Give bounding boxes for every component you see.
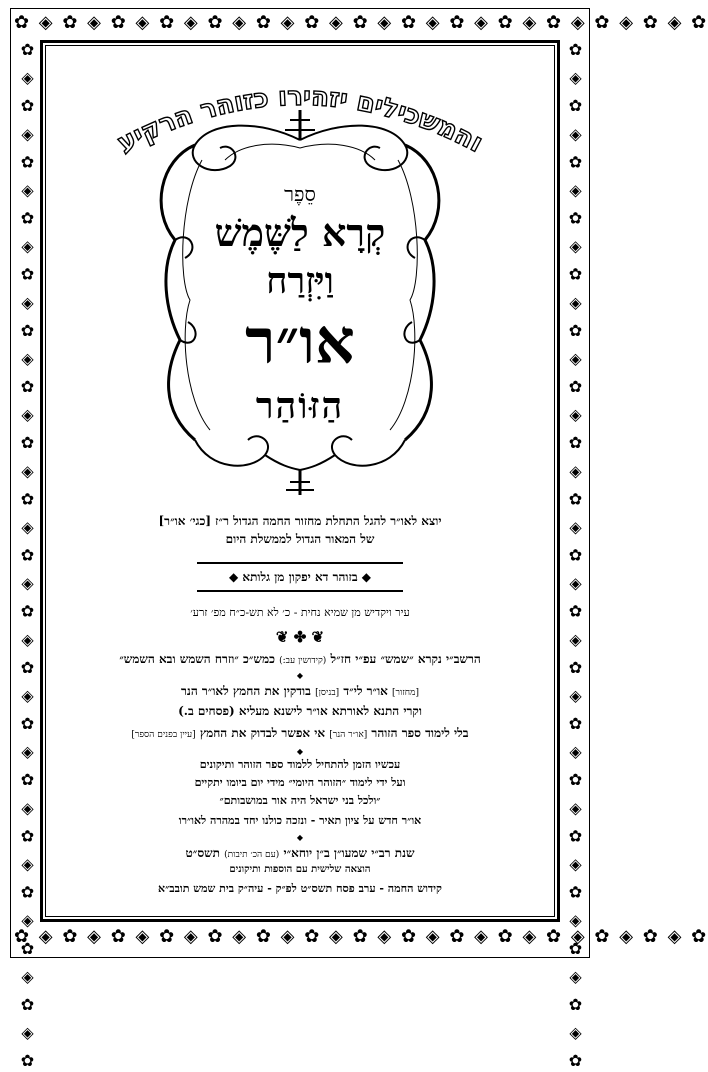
book-title-line-3: או״ר — [245, 305, 355, 378]
motto-rule-bottom — [197, 590, 403, 592]
book-title-line-4: הַזּוֹהַר — [255, 385, 345, 427]
separator-diamond-3: ◆ — [296, 832, 304, 842]
right-ornament-border: ✿ ◈ ✿ ◈ ✿ ◈ ✿ ◈ ✿ ◈ ✿ ◈ ✿ ◈ ✿ ◈ ✿ ◈ ✿ ◈ ✿ ◈ ✿ ◈ ✿ ◈ ✿ ◈ ✿ ◈ ✿ ◈ ✿ ◈ ✿ ◈ ✿ — [566, 40, 585, 1072]
separator-diamond: ◆ — [296, 670, 304, 680]
book-title-line-1: קְרָא לַשֶּׁמֶשׁ — [214, 210, 386, 255]
body-line-3: וקרי התנא לאורתא או״ר לישנא מעליא (פסחים ב.) — [178, 704, 422, 718]
body-line-9: שנת רב״י שמעו״ן ב״ן יוחא״י (עם הכ׳ תיבות) תשס״ט — [185, 846, 415, 860]
motto-line: ◆ בזוהר דא יפקון מן גלותא ◆ — [228, 570, 372, 584]
body-line-4: בלי לימוד ספר הזוהר [או״ר הנר] אי אפשר לבדוק את החמץ [עיין בפנים הספר] — [131, 726, 469, 740]
body-line-8: או״ר חדש על ציון תאיר - ונזכה כולנו יחד במהרה לאו״רו — [178, 814, 422, 827]
left-ornament-border: ✿ ◈ ✿ ◈ ✿ ◈ ✿ ◈ ✿ ◈ ✿ ◈ ✿ ◈ ✿ ◈ ✿ ◈ ✿ ◈ ✿ ◈ ✿ ◈ ✿ ◈ ✿ ◈ ✿ ◈ ✿ ◈ ✿ ◈ ✿ ◈ ✿ — [18, 40, 37, 1072]
date-place-line: קידוש החמה - ערב פסח תשס״ט לפ״ק - עיה״ק בית שמש תובב״א — [158, 882, 442, 895]
intro-line-2: של המאור הגדול לממשלת היום — [225, 532, 375, 546]
arched-motto-text: והמשכילים יזהירו כזוהר הרקיע — [112, 81, 488, 159]
body-line-7: ״ולכל בני ישראל היה אור במושבותם״ — [219, 794, 381, 807]
body-line-5: עכשיו הזמן להתחיל ללמוד ספר הזוהר ותיקונים — [199, 758, 401, 771]
city-line: עיר ויקדיש מן שמיא נחית - כ׳ לא תש-כ״ח מפ׳ זרע׳ — [190, 606, 410, 619]
body-line-6: ועל ידי לימוד ״הזוהר היומי״ מידי יום ביומו יתקיים — [194, 776, 406, 789]
book-title-line-2: וַיִּזְרַח — [266, 260, 334, 302]
floral-ornament: ❦ ✤ ❦ — [275, 628, 325, 646]
body-line-1: הרשב״י נקרא ״שמש״ עפ״י חז״ל (קידושין עב:) כמש״כ ״וזרח השמש ובא השמש״ — [119, 652, 481, 666]
motto-rule-top — [197, 562, 403, 564]
edition-line: הוצאה שלישית עם הוספות ותיקונים — [229, 864, 371, 875]
intro-line-1: יוצא לאו״ר להגל התחלת מחזור החמה הגדול ר״ז [כגי׳ או״ר] — [158, 514, 442, 528]
bottom-ornament-border: ✿ ◈ ✿ ◈ ✿ ◈ ✿ ◈ ✿ ◈ ✿ ◈ ✿ ◈ ✿ ◈ ✿ ◈ ✿ ◈ ✿ ◈ ✿ ◈ ✿ ◈ ✿ ◈ ✿ — [14, 926, 708, 947]
sefer-label: סֵפֶר — [284, 182, 316, 206]
top-ornament-border: ✿ ◈ ✿ ◈ ✿ ◈ ✿ ◈ ✿ ◈ ✿ ◈ ✿ ◈ ✿ ◈ ✿ ◈ ✿ ◈ ✿ ◈ ✿ ◈ ✿ ◈ ✿ ◈ ✿ — [14, 12, 708, 33]
body-line-2: [מחזור] או״ר לי״ד [בניסן] בודקין את החמץ לאו״ר הנר — [181, 684, 419, 698]
separator-diamond-2: ◆ — [296, 746, 304, 756]
